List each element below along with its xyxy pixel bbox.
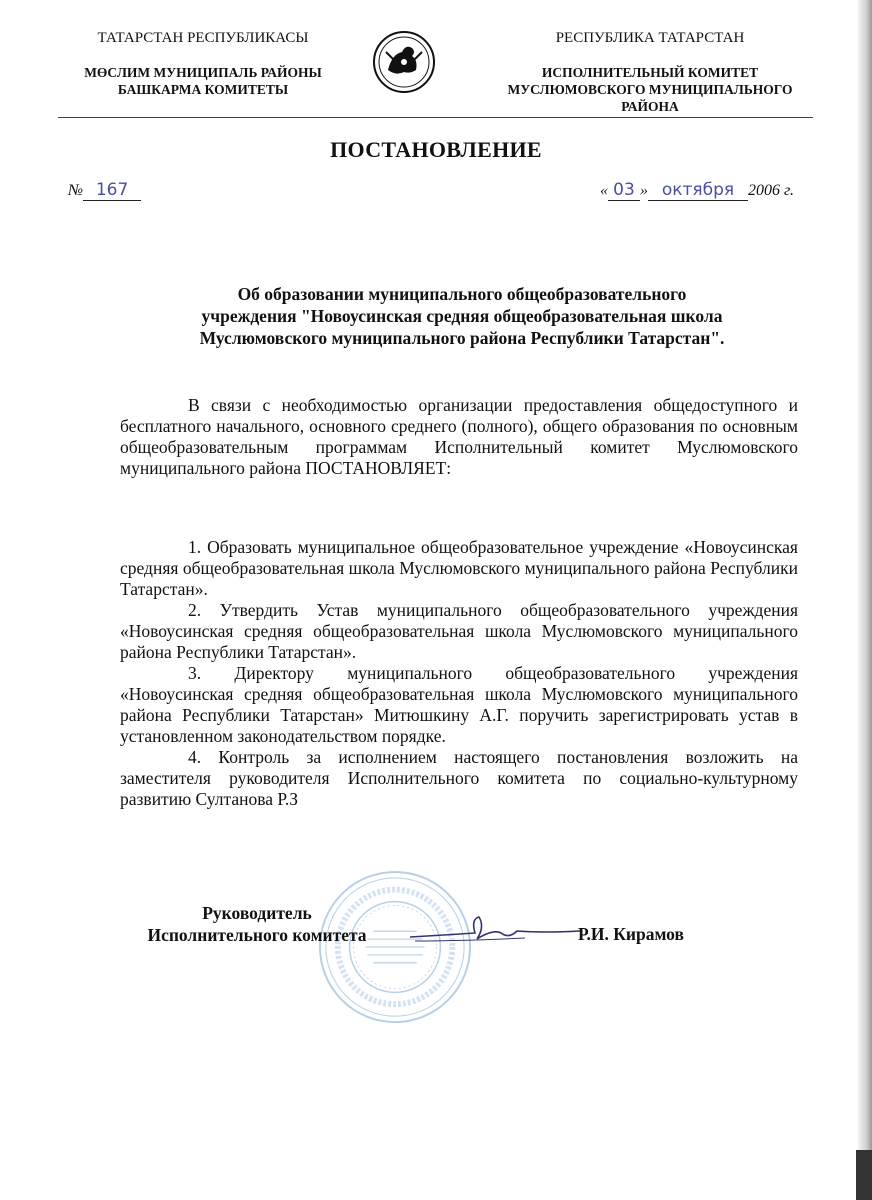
resolution-item-4: 4. Контроль за исполнением настоящего постановления возложить на заместителя руководителя Исполнительного комитета по социально-культурному развитию Султанова Р.З (120, 747, 798, 809)
document-date (600, 180, 794, 201)
document-title: ПОСТАНОВЛЕНИЕ (330, 137, 542, 162)
number-value: 167 (95, 180, 129, 200)
header-right (480, 30, 820, 115)
header-right-org-line2: МУСЛЮМОВСКОГО МУНИЦИПАЛЬНОГО (507, 82, 793, 97)
signatory-role-line1: Руководитель (202, 903, 312, 923)
date-day: 03 (613, 180, 635, 200)
date-month: октября (661, 180, 735, 200)
date-close-quote: » (639, 182, 648, 199)
signatory-role-line2: Исполнительного комитета (147, 925, 367, 945)
document-number (68, 180, 141, 201)
header-left-org-line1: МӨСЛИМ МУНИЦИПАЛЬ РАЙОНЫ (84, 65, 322, 80)
resolution-items (120, 537, 798, 810)
intro-paragraph: В связи с необходимостью организации предоставления общедоступного и бесплатного начального, основного среднего (полного), общего образования по основным общеобразовательным программам Исполнительный комитет Муслюмовского муниципального района ПОСТАНОВЛЯЕТ: (120, 395, 798, 478)
date-year: 2006 г. (747, 182, 794, 199)
header-right-country: РЕСПУБЛИКА ТАТАРСТАН (555, 30, 745, 46)
header-left (58, 30, 348, 98)
signatory-name: Р.И. Кирамов (578, 924, 684, 944)
header-right-org-line1: ИСПОЛНИТЕЛЬНЫЙ КОМИТЕТ (541, 65, 759, 80)
scan-dark-corner (856, 1150, 872, 1200)
document-subject (120, 283, 804, 349)
scan-page-edge (858, 0, 872, 1200)
header-right-org (480, 64, 820, 115)
header-left-org (58, 64, 348, 98)
resolution-item-2: 2. Утвердить Устав муниципального общеобразовательного учреждения «Новоусинская средняя общеобразовательная школа Муслюмовского муниципального района Республики Татарстан». (120, 600, 798, 662)
handwritten-signature (405, 905, 585, 955)
date-open-quote: « (599, 182, 608, 199)
header-divider (58, 117, 813, 118)
resolution-item-3: 3. Директору муниципального общеобразовательного учреждения «Новоусинская средняя общеобразовательная школа Муслюмовского муниципального района Республики Татарстан» Митюшкину А.Г. поручить зарегистрировать устав в установленном законодательством порядке. (120, 663, 798, 746)
subject-line2: учреждения "Новоусинская средняя общеобразовательная школа (201, 306, 723, 326)
header-left-org-line2: БАШКАРМА КОМИТЕТЫ (117, 82, 289, 97)
header-right-org-line3: РАЙОНА (621, 99, 679, 114)
signatory-role (132, 902, 382, 946)
subject-line3: Муслюмовского муниципального района Республики Татарстан". (199, 328, 725, 348)
header-left-country: ТАТАРСТАН РЕСПУБЛИКАСЫ (97, 30, 309, 46)
tatarstan-coat-of-arms-icon (372, 30, 436, 94)
resolution-item-1: 1. Образовать муниципальное общеобразовательное учреждение «Новоусинская средняя общеобразовательная школа Муслюмовского муниципального района Республики Татарстан». (120, 537, 798, 599)
number-prefix: № (68, 182, 84, 199)
subject-line1: Об образовании муниципального общеобразовательного (237, 284, 687, 304)
